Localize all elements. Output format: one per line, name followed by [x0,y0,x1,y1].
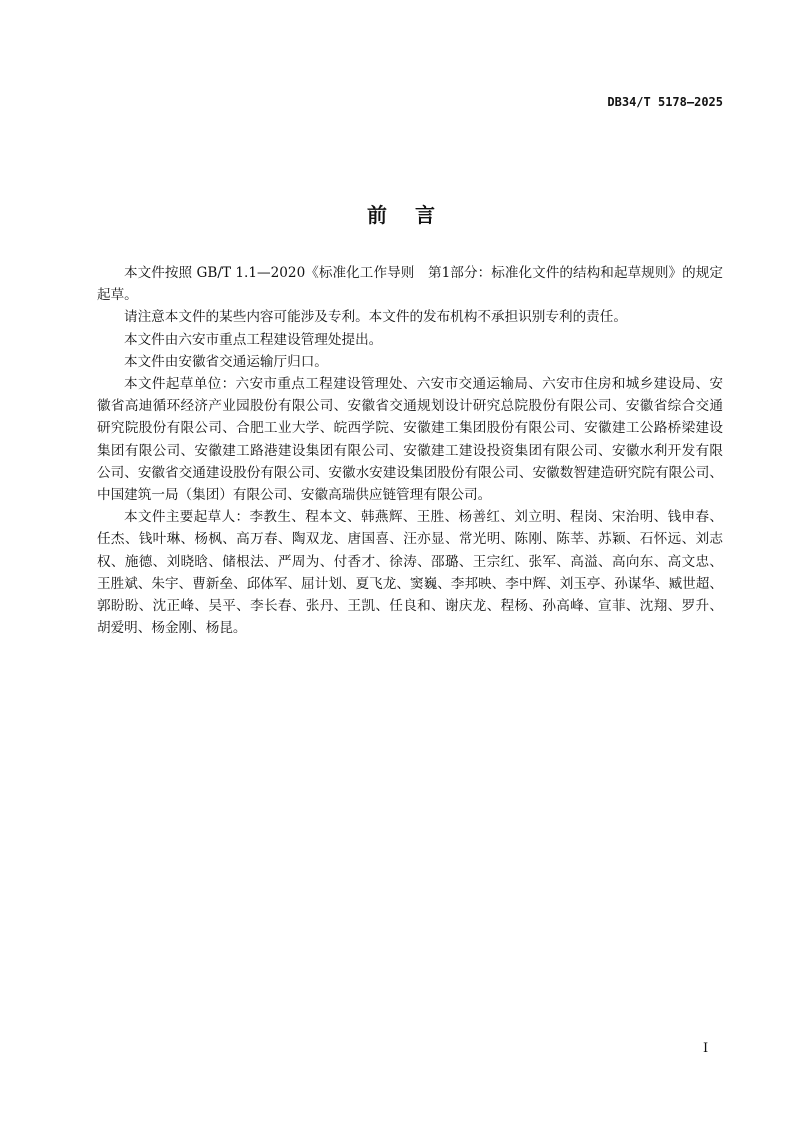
paragraph-line: 本文件主要起草人：李教生、程本文、韩燕辉、王胜、杨善红、刘立明、程岗、宋治明、钱申春、 [124,509,723,526]
paragraph [97,351,723,373]
paragraph-line: 本文件由安徽省交通运输厅归口。 [124,353,328,370]
paragraph-line: 权、施德、刘晓晗、储根法、严周为、付香才、徐涛、邵璐、王宗红、张军、高溢、高向东、高文忠、 [97,553,723,570]
paragraph [97,306,723,328]
paragraph-line: 王胜斌、朱宇、曹新垒、邱体军、屈计划、夏飞龙、窦巍、李邦映、李中辉、刘玉亭、孙谋华、臧世超、 [97,575,723,592]
page-title: 前言 [367,203,463,227]
page-number: I [703,1041,709,1056]
paragraph-line: 公司、安徽省交通建设股份有限公司、安徽水安建设集团股份有限公司、安徽数智建造研究院有限公司、 [97,464,723,481]
paragraph-line: 郭盼盼、沈正峰、吴平、李长春、张丹、王凯、任良和、谢庆龙、程杨、孙高峰、宣菲、沈翔、罗升、 [97,598,723,615]
paragraph-line: 集团有限公司、安徽建工路港建设集团有限公司、安徽建工建设投资集团有限公司、安徽水利开发有限 [97,442,723,459]
paragraph-line: 起草。 [97,287,138,304]
foreword-body [97,262,723,639]
paragraph [97,329,723,351]
paragraph-line: 本文件按照 GB/T 1.1—2020《标准化工作导则 第1部分：标准化文件的结构和起草规则》的规定 [124,265,723,281]
paragraph-line: 请注意本文件的某些内容可能涉及专利。本文件的发布机构不承担识别专利的责任。 [124,309,627,326]
paragraph-line: 本文件由六安市重点工程建设管理处提出。 [124,331,383,348]
paragraph [97,373,723,506]
paragraph-line: 任杰、钱叶琳、杨枫、高万春、陶双龙、唐国喜、汪亦显、常光明、陈刚、陈莘、苏颖、石怀远、刘志 [97,531,723,548]
paragraph-line: 中国建筑一局（集团）有限公司、安徽高瑞供应链管理有限公司。 [97,487,492,504]
paragraph [97,506,723,639]
paragraph-line: 胡爱明、杨金刚、杨昆。 [97,620,247,637]
paragraph-line: 研究院股份有限公司、合肥工业大学、皖西学院、安徽建工集团股份有限公司、安徽建工公路桥梁建设 [97,420,723,437]
paragraph-line: 徽省高迪循环经济产业园股份有限公司、安徽省交通规划设计研究总院股份有限公司、安徽省综合交通 [97,398,723,415]
paragraph-line: 本文件起草单位：六安市重点工程建设管理处、六安市交通运输局、六安市住房和城乡建设局、安 [124,376,723,393]
document-number: DB34/T 5178—2025 [607,95,723,109]
paragraph [97,262,723,306]
